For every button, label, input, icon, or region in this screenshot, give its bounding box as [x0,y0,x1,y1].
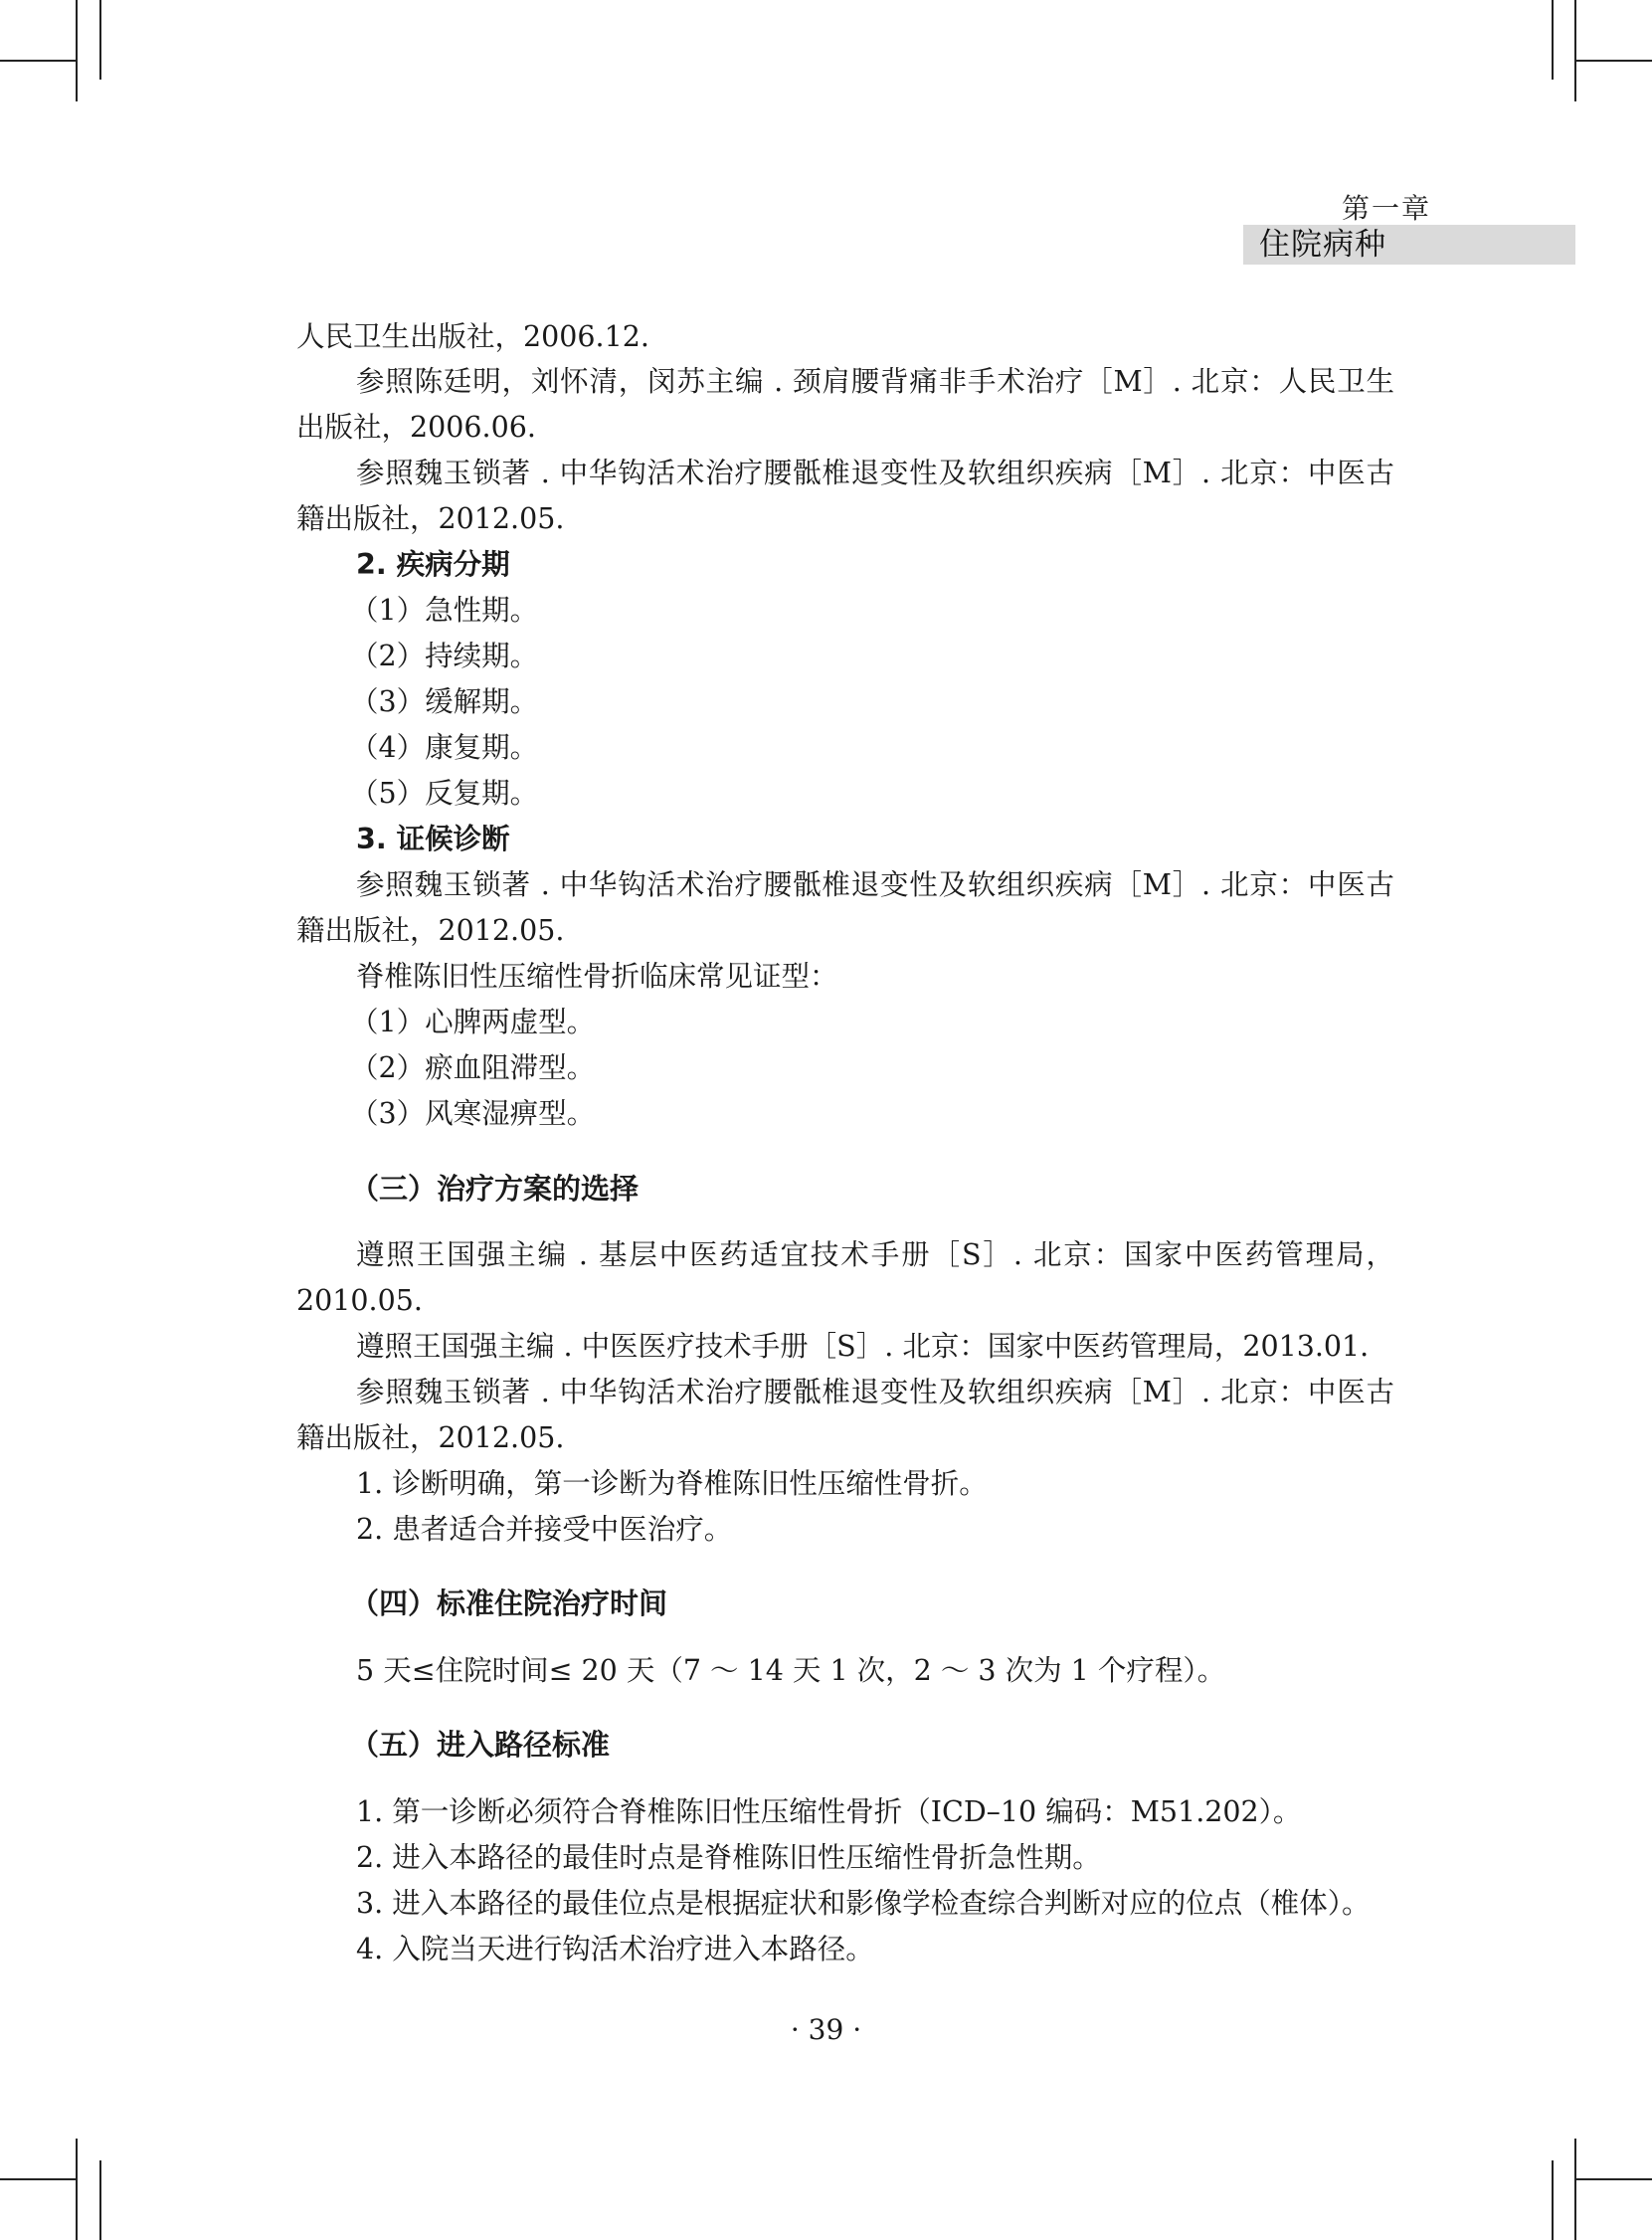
list-item: （2）瘀血阻滞型。 [350,1051,596,1084]
text-line: 4. 入院当天进行钩活术治疗进入本路径。 [356,1933,874,1965]
text-line: 籍出版社，2012.05. [296,502,565,535]
list-item: （1）急性期。 [350,594,539,627]
text-line: 籍出版社，2012.05. [296,914,565,947]
text-line: 1. 第一诊断必须符合脊椎陈旧性压缩性骨折（ICD–10 编码：M51.202）。 [356,1795,1302,1828]
crop-mark-bottom-right-v [1574,2139,1576,2240]
section-heading-hospital-stay: （四）标准住院治疗时间 [350,1587,668,1620]
crop-mark-bottom-left-v [76,2139,78,2240]
crop-mark-bottom-left-v2 [99,2160,101,2240]
section-heading-treatment-plan: （三）治疗方案的选择 [350,1172,640,1206]
list-item: （4）康复期。 [350,731,539,764]
text-line: 2010.05. [296,1284,423,1317]
category-label: 住院病种 [1259,227,1386,263]
text-line: 脊椎陈旧性压缩性骨折临床常见证型： [356,960,838,993]
text-line: 参照魏玉锁著 . 中华钩活术治疗腰骶椎退变性及软组织疾病［M］. 北京：中医古 [356,457,1394,489]
text-line: 参照陈廷明，刘怀清，闵苏主编 . 颈肩腰背痛非手术治疗［M］. 北京：人民卫生 [356,365,1394,398]
crop-mark-bottom-left-h [0,2178,78,2180]
crop-mark-top-left-h [0,60,78,62]
list-item: （5）反复期。 [350,777,539,810]
text-line: 遵照王国强主编 . 基层中医药适宜技术手册［S］. 北京：国家中医药管理局， [356,1238,1394,1271]
text-line: 2. 进入本路径的最佳时点是脊椎陈旧性压缩性骨折急性期。 [356,1841,1101,1874]
page-number: · 39 · [790,2013,862,2046]
text-line: 出版社，2006.06. [296,411,536,444]
section-heading-path-criteria: （五）进入路径标准 [350,1728,611,1762]
text-line: 参照魏玉锁著 . 中华钩活术治疗腰骶椎退变性及软组织疾病［M］. 北京：中医古 [356,868,1394,901]
text-line: 遵照王国强主编 . 中医医疗技术手册［S］. 北京：国家中医药管理局，2013.01. [356,1330,1370,1363]
list-item: （3）缓解期。 [350,685,539,718]
chapter-label: 第一章 [1341,192,1431,225]
crop-mark-bottom-right-h [1574,2178,1652,2180]
subheading-syndrome-diagnosis: 3. 证候诊断 [356,823,510,855]
crop-mark-top-right-v [1574,0,1576,101]
list-item: （1）心脾两虚型。 [350,1006,596,1038]
crop-mark-top-left-v [76,0,78,101]
crop-mark-top-right-v2 [1552,0,1554,80]
list-item: （2）持续期。 [350,640,539,672]
text-line: 2. 患者适合并接受中医治疗。 [356,1513,733,1546]
text-line: 籍出版社，2012.05. [296,1421,565,1454]
text-line: 1. 诊断明确，第一诊断为脊椎陈旧性压缩性骨折。 [356,1467,988,1500]
crop-mark-top-right-h [1574,60,1652,62]
crop-mark-bottom-right-v2 [1552,2160,1554,2240]
text-line: 参照魏玉锁著 . 中华钩活术治疗腰骶椎退变性及软组织疾病［M］. 北京：中医古 [356,1376,1394,1408]
text-line: 人民卫生出版社，2006.12. [296,320,649,353]
text-line: 3. 进入本路径的最佳位点是根据症状和影像学检查综合判断对应的位点（椎体）。 [356,1887,1371,1920]
subheading-disease-staging: 2. 疾病分期 [356,548,510,581]
crop-mark-top-left-v2 [99,0,101,80]
text-line: 5 天≤住院时间≤ 20 天（7 ～ 14 天 1 次，2 ～ 3 次为 1 个疗程）。 [356,1654,1226,1687]
list-item: （3）风寒湿痹型。 [350,1097,596,1130]
